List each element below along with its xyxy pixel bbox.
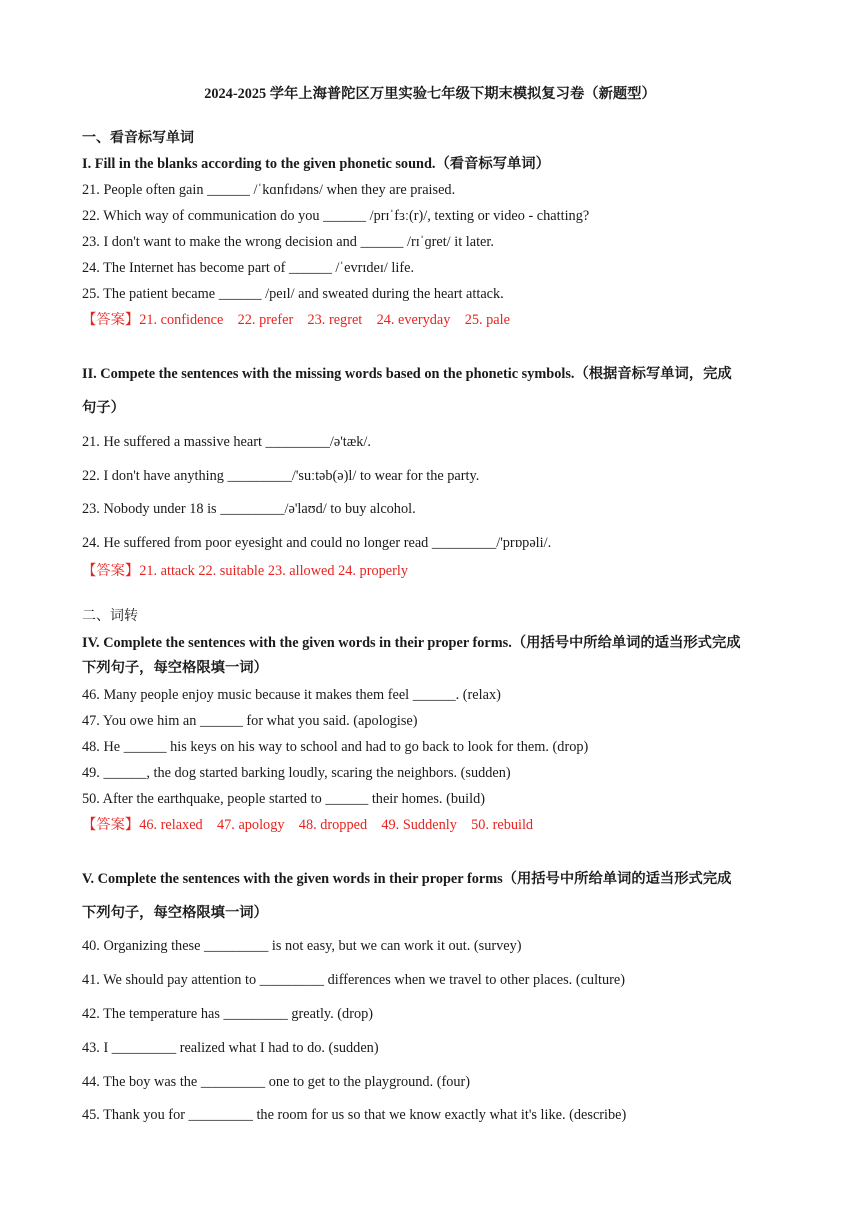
answer-line <box>82 815 790 835</box>
part-2-instruction <box>82 364 790 384</box>
answer-line <box>82 561 790 581</box>
part-4-instruction-en: IV. Complete the sentences with the given words in their proper forms. <box>82 635 512 651</box>
section-heading-1: 一、看音标写单词 <box>82 130 194 146</box>
question-item: 24. He suffered from poor eyesight and could no longer read _________/'prɒpəli/. <box>82 535 552 551</box>
answer-text: 46. relaxed 47. apology 48. dropped 49. Suddenly 50. rebuild <box>139 817 534 833</box>
part-2-instruction-cn: （根据音标写单词，完成 <box>574 366 732 382</box>
question-item: 23. Nobody under 18 is _________/ə'laʊd/ to buy alcohol. <box>82 501 416 517</box>
section-heading-2: 二、词转 <box>82 608 138 624</box>
answer-line <box>82 310 790 330</box>
question-item: 22. I don't have anything _________/'suːtəb(ə)l/ to wear for the party. <box>82 468 480 484</box>
question-item: 25. The patient became ______ /peɪl/ and sweated during the heart attack. <box>82 286 504 302</box>
question-item: 49. ______, the dog started barking loudly, scaring the neighbors. (sudden) <box>82 765 511 781</box>
answer-tag: 【答案】 <box>82 563 140 579</box>
question-item: 21. People often gain ______ /ˈkɑnfɪdəns/ when they are praised. <box>82 182 456 198</box>
question-item: 24. The Internet has become part of ______ /ˈevrɪdeɪ/ life. <box>82 260 415 276</box>
part-4-instruction-cn: （用括号中所给单词的适当形式完成 <box>511 635 741 651</box>
part-2-instruction-en: II. Compete the sentences with the missing words based on the phonetic symbols. <box>82 366 575 382</box>
page-title: 2024-2025 学年上海普陀区万里实验七年级下期末模拟复习卷（新题型） <box>204 86 656 102</box>
answer-tag: 【答案】 <box>82 817 140 833</box>
part-5-instruction-en: V. Complete the sentences with the given words in their proper forms <box>82 871 503 887</box>
part-5-instruction-cont: 下列句子，每空格限填一词） <box>82 905 268 921</box>
question-item: 21. He suffered a massive heart _________/ə'tæk/. <box>82 434 371 450</box>
question-item: 23. I don't want to make the wrong decision and ______ /rɪˈɡret/ it later. <box>82 234 494 250</box>
question-item: 48. He ______ his keys on his way to school and had to go back to look for them. (drop) <box>82 739 589 755</box>
part-2-instruction-cont: 句子） <box>82 400 125 416</box>
answer-text: 21. confidence 22. prefer 23. regret 24. everyday 25. pale <box>139 312 510 328</box>
part-1-instruction: I. Fill in the blanks according to the given phonetic sound.（看音标写单词） <box>82 156 550 172</box>
question-item: 41. We should pay attention to _________ differences when we travel to other places. (culture) <box>82 972 626 988</box>
question-item: 46. Many people enjoy music because it makes them feel ______. (relax) <box>82 687 501 703</box>
part-5-instruction <box>82 869 790 889</box>
question-item: 42. The temperature has _________ greatly. (drop) <box>82 1006 374 1022</box>
part-5-instruction-cn: （用括号中所给单词的适当形式完成 <box>502 871 732 887</box>
part-4-instruction-cont: 下列句子，每空格限填一词） <box>82 660 268 676</box>
question-item: 47. You owe him an ______ for what you said. (apologise) <box>82 713 418 729</box>
question-item: 22. Which way of communication do you ______ /prɪˈfɜː(r)/, texting or video - chatting? <box>82 208 590 224</box>
question-item: 44. The boy was the _________ one to get to the playground. (four) <box>82 1074 471 1090</box>
part-4-instruction <box>82 633 790 653</box>
answer-tag: 【答案】 <box>82 312 140 328</box>
question-item: 40. Organizing these _________ is not easy, but we can work it out. (survey) <box>82 938 522 954</box>
question-item: 43. I _________ realized what I had to do. (sudden) <box>82 1040 379 1056</box>
answer-text: 21. attack 22. suitable 23. allowed 24. properly <box>139 563 408 579</box>
question-item: 45. Thank you for _________ the room for us so that we know exactly what it's like. (describe) <box>82 1107 627 1123</box>
question-item: 50. After the earthquake, people started to ______ their homes. (build) <box>82 791 485 807</box>
